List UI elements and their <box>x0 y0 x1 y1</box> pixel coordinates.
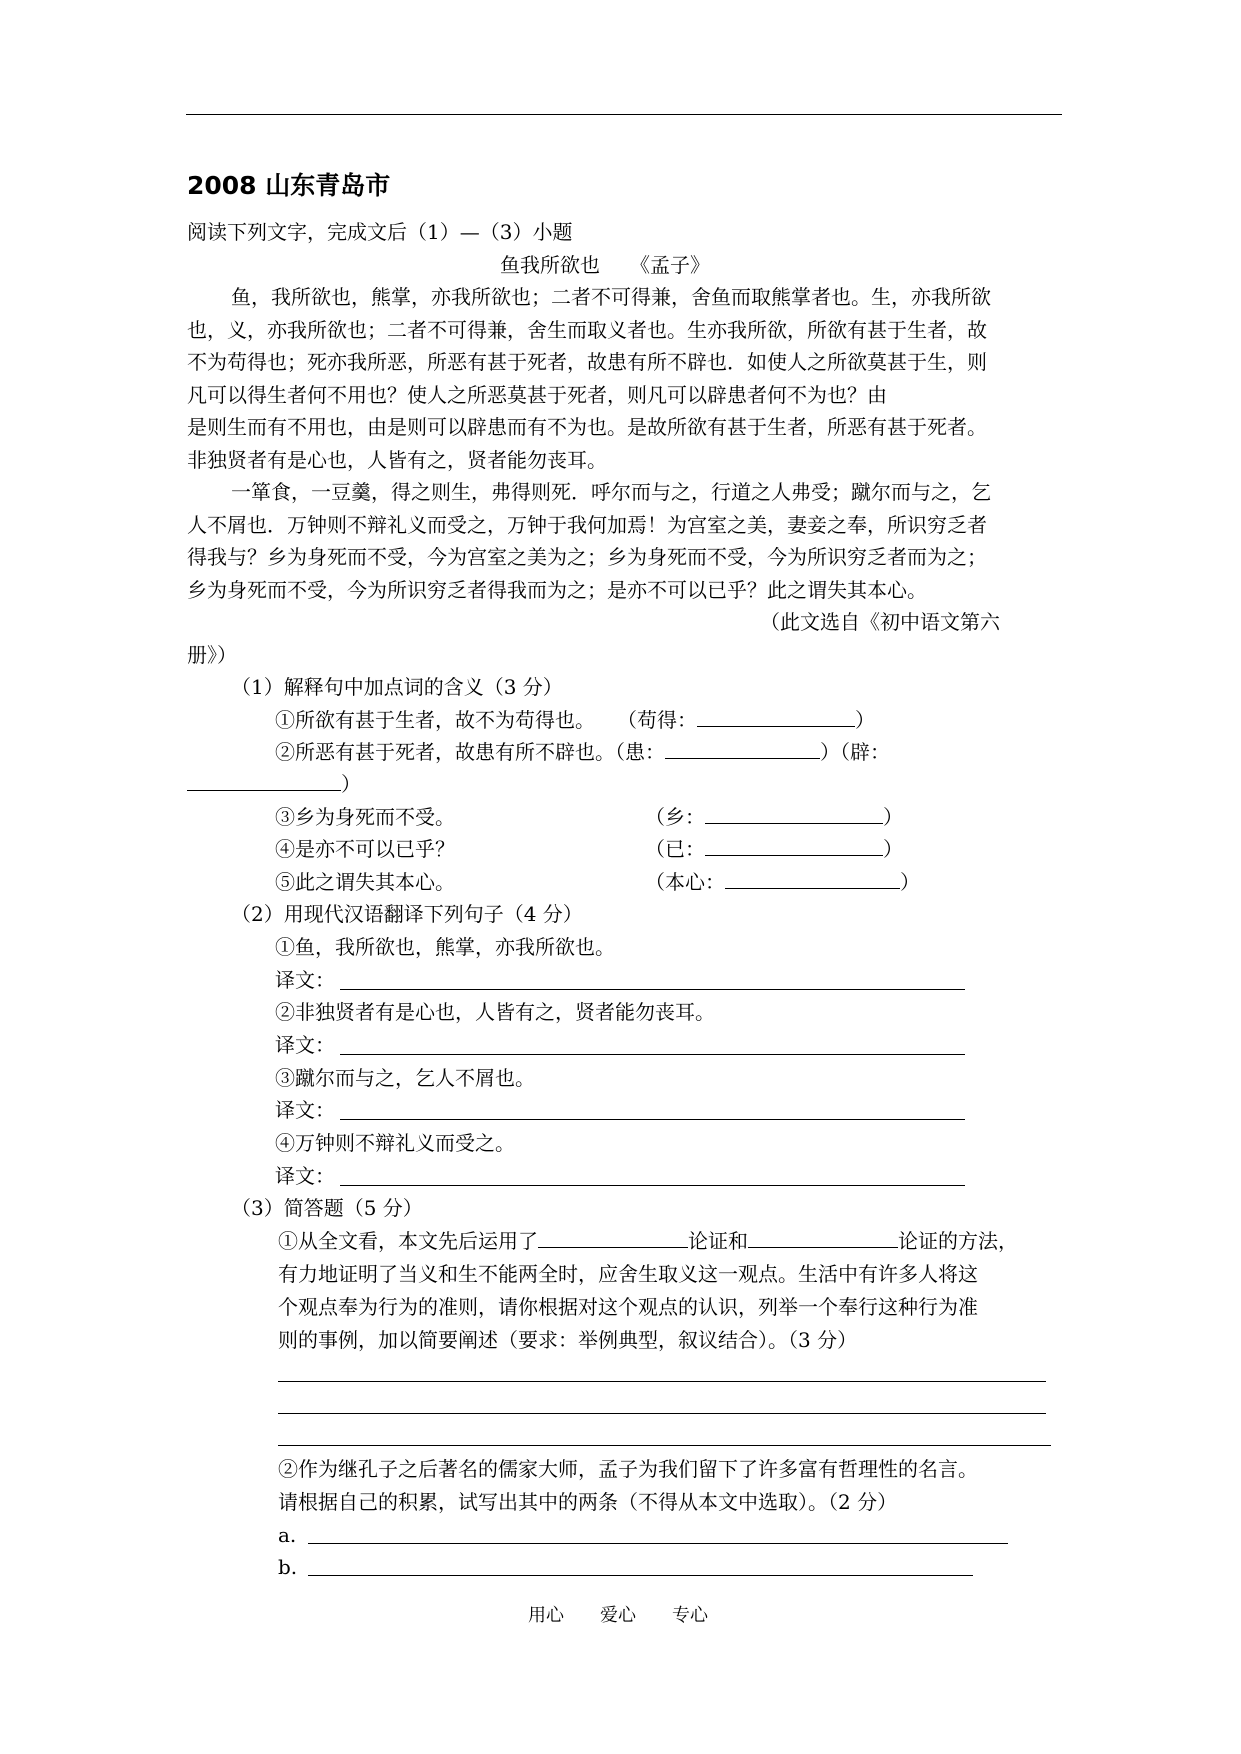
q3-part1-line: 则的事例，加以简要阐述（要求：举例典型，叙议结合）。（3 分） <box>278 1328 858 1352</box>
answer-blank[interactable] <box>748 1225 898 1248</box>
q1-item-2: ②所恶有甚于死者，故患有所不辟也。（患： ）（辟： <box>275 736 890 768</box>
q1-item-4: ④是亦不可以已乎？ <box>275 837 455 861</box>
answer-blank[interactable] <box>538 1225 688 1248</box>
passage-line: 乡为身死而不受，今为所识穷乏者得我而为之；是亦不可以已乎？此之谓失其本心。 <box>187 578 927 602</box>
translation-label: 译文： <box>275 968 335 992</box>
passage-line: 鱼，我所欲也，熊掌，亦我所欲也；二者不可得兼，舍鱼而取熊掌者也。生，亦我所欲 <box>231 285 991 309</box>
header-rule <box>186 114 1062 115</box>
answer-line[interactable] <box>278 1445 1051 1446</box>
q2-heading: （2）用现代汉语翻译下列句子（4 分） <box>231 902 583 926</box>
answer-blank[interactable] <box>697 704 855 727</box>
q1-item-2-cont: ） <box>187 768 361 800</box>
q1-sentence: ①所欲有甚于生者，故不为苟得也。 <box>275 708 595 732</box>
answer-blank[interactable] <box>665 736 820 759</box>
instruction: 阅读下列文字，完成文后（1）—（3）小题 <box>187 220 573 244</box>
q2-sentence: ③蹴尔而与之，乞人不屑也。 <box>275 1066 535 1090</box>
passage-line: 凡可以得生者何不用也？使人之所恶莫甚于死者，则凡可以辟患者何不为也？由 <box>187 383 887 407</box>
passage-line: 是则生而有不用也，由是则可以辟患而有不为也。是故所欲有甚于生者，所恶有甚于死者。 <box>187 415 987 439</box>
q1-heading: （1）解释句中加点词的含义（3 分） <box>231 675 563 699</box>
q3-part1-line: 有力地证明了当义和生不能两全时，应舍生取义这一观点。生活中有许多人将这 <box>278 1262 978 1286</box>
q1-sentence: ②所恶有甚于死者，故患有所不辟也。（患： <box>275 740 665 764</box>
translation-line[interactable] <box>340 989 965 990</box>
q1-item-3: ③乡为身死而不受。 <box>275 805 455 829</box>
passage-line: 人不屑也．万钟则不辩礼义而受之，万钟于我何加焉！为宫室之美，妻妾之奉，所识穷乏者 <box>187 513 987 537</box>
answer-blank[interactable] <box>187 768 341 791</box>
q3-heading: （3）简答题（5 分） <box>231 1196 423 1220</box>
translation-label: 译文： <box>275 1098 335 1122</box>
answer-blank[interactable] <box>725 866 900 889</box>
answer-line[interactable] <box>278 1381 1046 1382</box>
answer-a-label: a. <box>278 1523 297 1547</box>
q2-sentence: ④万钟则不辩礼义而受之。 <box>275 1131 515 1155</box>
q3-part1-line1: ①从全文看，本文先后运用了 论证和 论证的方法， <box>278 1225 1018 1257</box>
q2-sentence: ①鱼，我所欲也，熊掌，亦我所欲也。 <box>275 935 615 959</box>
answer-blank[interactable] <box>705 801 883 824</box>
passage-source-cont: 册》） <box>187 643 237 667</box>
passage-source: （此文选自《初中语文第六 <box>760 610 1000 634</box>
translation-line[interactable] <box>340 1119 965 1120</box>
q1-item-3-blank: （乡： ） <box>645 801 903 833</box>
answer-line-b[interactable] <box>308 1575 973 1576</box>
q3-part2-line: 请根据自己的积累，试写出其中的两条（不得从本文中选取）。（2 分） <box>278 1490 898 1514</box>
passage-line: 也，义，亦我所欲也；二者不可得兼，舍生而取义者也。生亦我所欲，所欲有甚于生者，故 <box>187 318 987 342</box>
passage-line: 得我与？乡为身死而不受，今为宫室之美为之；乡为身死而不受，今为所识穷乏者而为之； <box>187 545 987 569</box>
page-title: 2008 山东青岛市 <box>187 171 391 200</box>
translation-line[interactable] <box>340 1185 965 1186</box>
passage-line: 非独贤者有是心也，人皆有之，贤者能勿丧耳。 <box>187 448 607 472</box>
answer-blank[interactable] <box>705 833 883 856</box>
passage-line: 不为苟得也；死亦我所恶，所恶有甚于死者，故患有所不辟也．如使人之所欲莫甚于生，则 <box>187 350 987 374</box>
answer-b-label: b. <box>278 1555 298 1579</box>
passage-heading: 鱼我所欲也 《孟子》 <box>500 253 710 277</box>
page-footer: 用心 爱心 专心 <box>528 1605 708 1626</box>
q1-item-5: ⑤此之谓失其本心。 <box>275 870 455 894</box>
q1-term: （苟得： <box>617 708 697 732</box>
answer-line-a[interactable] <box>308 1543 1008 1544</box>
q1-item-4-blank: （已： ） <box>645 833 903 865</box>
passage-line: 一箪食，一豆羹，得之则生，弗得则死．呼尔而与之，行道之人弗受；蹴尔而与之，乞 <box>231 480 991 504</box>
translation-label: 译文： <box>275 1033 335 1057</box>
q3-part1-line: 个观点奉为行为的准则，请你根据对这个观点的认识，列举一个奉行这种行为准 <box>278 1295 978 1319</box>
q3-part2-line: ②作为继孔子之后著名的儒家大师，孟子为我们留下了许多富有哲理性的名言。 <box>278 1457 978 1481</box>
translation-line[interactable] <box>340 1054 965 1055</box>
translation-label: 译文： <box>275 1164 335 1188</box>
q1-item-5-blank: （本心： ） <box>645 866 920 898</box>
q2-sentence: ②非独贤者有是心也，人皆有之，贤者能勿丧耳。 <box>275 1000 715 1024</box>
q1-item-1: ①所欲有甚于生者，故不为苟得也。 （苟得： ） <box>275 704 875 736</box>
answer-line[interactable] <box>278 1413 1046 1414</box>
